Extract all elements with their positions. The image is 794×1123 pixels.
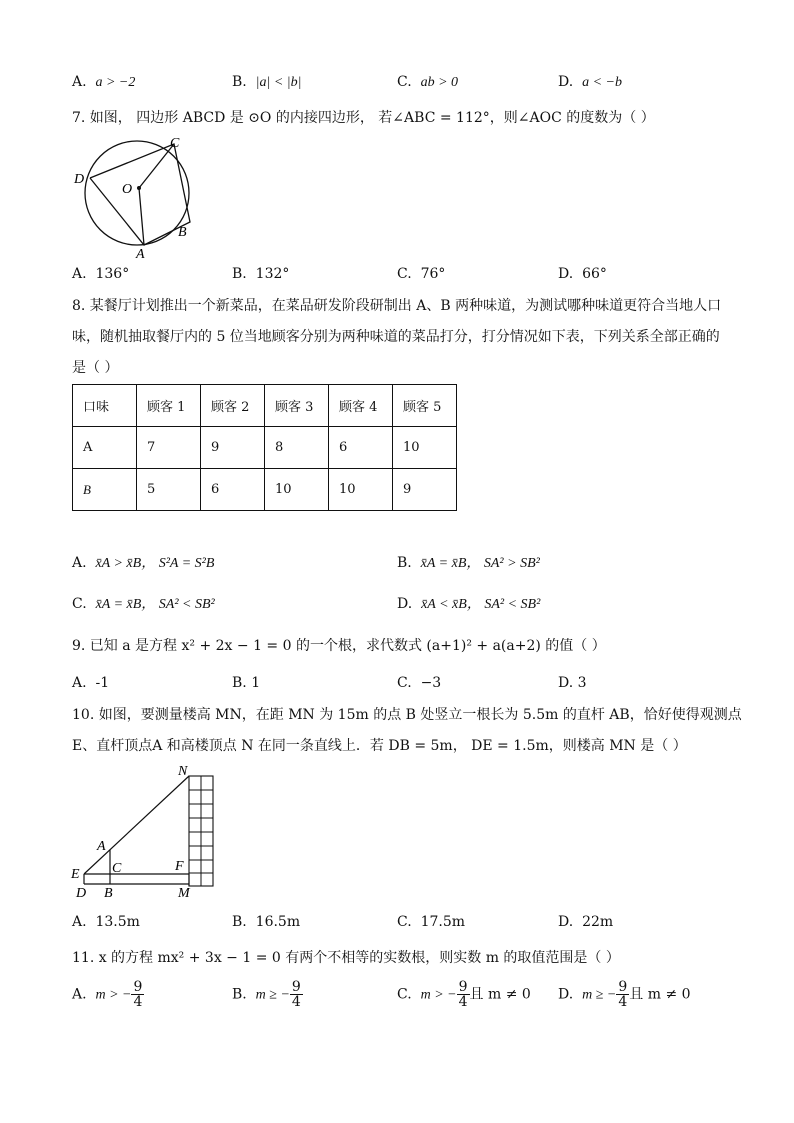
q7-label-o: O: [122, 182, 133, 197]
q9-option-c: C. −3: [397, 675, 442, 691]
table-header-row: [73, 385, 457, 427]
q8-score-table: [72, 384, 457, 511]
table-cell: B: [73, 469, 137, 511]
q10-option-a: A. 13.5m: [72, 914, 140, 930]
q6-option-c: C. ab > 0: [397, 74, 459, 90]
table-header-cell: 顾客 1: [137, 385, 201, 427]
q6-option-b: B. |a| < |b|: [232, 74, 302, 90]
q9-stem: 9. 已知 a 是方程 x² + 2x − 1 = 0 的一个根，求代数式 (a+1)² + a(a+2) 的值（ ）: [72, 638, 606, 654]
q8-stem-line2: 味，随机抽取餐厅内的 5 位当地顾客分别为两种味道的菜品打分，打分情况如下表，下列关系全部正确的: [72, 329, 720, 345]
q6-option-b-expr: |a| < |b|: [255, 75, 302, 90]
q11-option-c: C. m > − $\frac{9}{4}$ 且 m ≠ 0: [397, 979, 531, 1010]
q9-option-a: A. -1: [72, 675, 110, 691]
q10-label-b: B: [104, 886, 113, 900]
q9-option-d: D. 3: [558, 675, 587, 691]
q6-option-a-expr: a > −2: [95, 75, 136, 90]
q6-option-a: A. a > −2: [72, 74, 136, 90]
q7-option-c: C. 76°: [397, 266, 446, 282]
q10-label-n: N: [178, 764, 188, 779]
q7-option-d: D. 66°: [558, 266, 607, 282]
q7-option-b: B. 132°: [232, 266, 290, 282]
q7-stem: 7. 如图， 四边形 ABCD 是 ⊙O 的内接四边形， 若∠ABC = 112°，则∠AOC 的度数为（ ）: [72, 110, 655, 126]
q8-option-c: C. x̄A = x̄B， SA² < SB²: [72, 596, 215, 612]
q7-radius-oa: [139, 188, 144, 245]
table-row: [73, 469, 457, 511]
table-cell: 9: [393, 469, 457, 511]
q8-stem-line1: 8. 某餐厅计划推出一个新菜品，在菜品研发阶段研制出 A、B 两种味道，为测试哪种味道更符合当地人口: [72, 298, 722, 314]
table-cell: 6: [329, 427, 393, 469]
q10-label-d: D: [76, 886, 87, 900]
q8-stem-line3: 是（ ）: [72, 360, 119, 376]
q6-option-d: D. a < −b: [558, 74, 622, 90]
table-cell: A: [73, 427, 137, 469]
fraction: $\frac{9}{4}$: [133, 979, 143, 1010]
table-cell: 10: [265, 469, 329, 511]
q7-option-a: A. 136°: [72, 266, 130, 282]
q9-option-b: B. 1: [232, 675, 261, 691]
q10-label-a: A: [97, 839, 106, 854]
q10-label-m: M: [178, 886, 190, 900]
q10-label-c: C: [112, 861, 122, 876]
q8-option-b: B. x̄A = x̄B， SA² > SB²: [397, 555, 540, 571]
q11-option-a: A. m > − $\frac{9}{4}$: [72, 979, 143, 1010]
table-header-cell: 顾客 3: [265, 385, 329, 427]
q8-option-d: D. x̄A < x̄B， SA² < SB²: [397, 596, 541, 612]
q10-label-e: E: [71, 867, 80, 882]
q10-option-d: D. 22m: [558, 914, 614, 930]
q7-figure: [72, 130, 202, 260]
table-cell: 6: [201, 469, 265, 511]
table-header-cell: 顾客 2: [201, 385, 265, 427]
table-cell: 10: [393, 427, 457, 469]
q7-label-c: C: [170, 136, 180, 151]
q8-option-a: A. x̄A > x̄B， S²A = S²B: [72, 555, 215, 571]
table-cell: 9: [201, 427, 265, 469]
fraction: $\frac{9}{4}$: [291, 979, 301, 1010]
q7-label-b: B: [178, 225, 187, 240]
q11-stem: 11. x 的方程 mx² + 3x − 1 = 0 有两个不相等的实数根，则实数 m 的取值范围是（ ）: [72, 950, 620, 966]
q10-option-c: C. 17.5m: [397, 914, 466, 930]
table-header-cell: 口味: [73, 385, 137, 427]
table-row: [73, 427, 457, 469]
table-cell: 10: [329, 469, 393, 511]
q10-line-en: [84, 776, 189, 874]
q6-option-c-expr: ab > 0: [420, 75, 459, 90]
q7-center-dot: [137, 186, 141, 190]
q10-option-b: B. 16.5m: [232, 914, 301, 930]
table-header-cell: 顾客 4: [329, 385, 393, 427]
q10-label-f: F: [175, 859, 184, 874]
table-cell: 5: [137, 469, 201, 511]
q7-label-d: D: [74, 172, 85, 187]
q11-option-b: B. m ≥ − $\frac{9}{4}$: [232, 979, 301, 1010]
q7-circle: [85, 141, 189, 245]
q6-option-d-expr: a < −b: [582, 75, 622, 90]
q11-option-d: D. m ≥ − $\frac{9}{4}$ 且 m ≠ 0: [558, 979, 691, 1010]
table-header-cell: 顾客 5: [393, 385, 457, 427]
table-cell: 8: [265, 427, 329, 469]
fraction: $\frac{9}{4}$: [458, 979, 468, 1010]
table-cell: 7: [137, 427, 201, 469]
q10-stem-line2: E、直杆顶点A 和高楼顶点 N 在同一条直线上．若 DB = 5m， DE = 1.5m，则楼高 MN 是（ ）: [72, 738, 687, 754]
fraction: $\frac{9}{4}$: [618, 979, 628, 1010]
q7-label-a: A: [136, 247, 145, 260]
q10-figure: [70, 762, 220, 900]
q10-stem-line1: 10. 如图，要测量楼高 MN，在距 MN 为 15m 的点 B 处竖立一根长为 5.5m 的直杆 AB，恰好使得观测点: [72, 707, 742, 723]
